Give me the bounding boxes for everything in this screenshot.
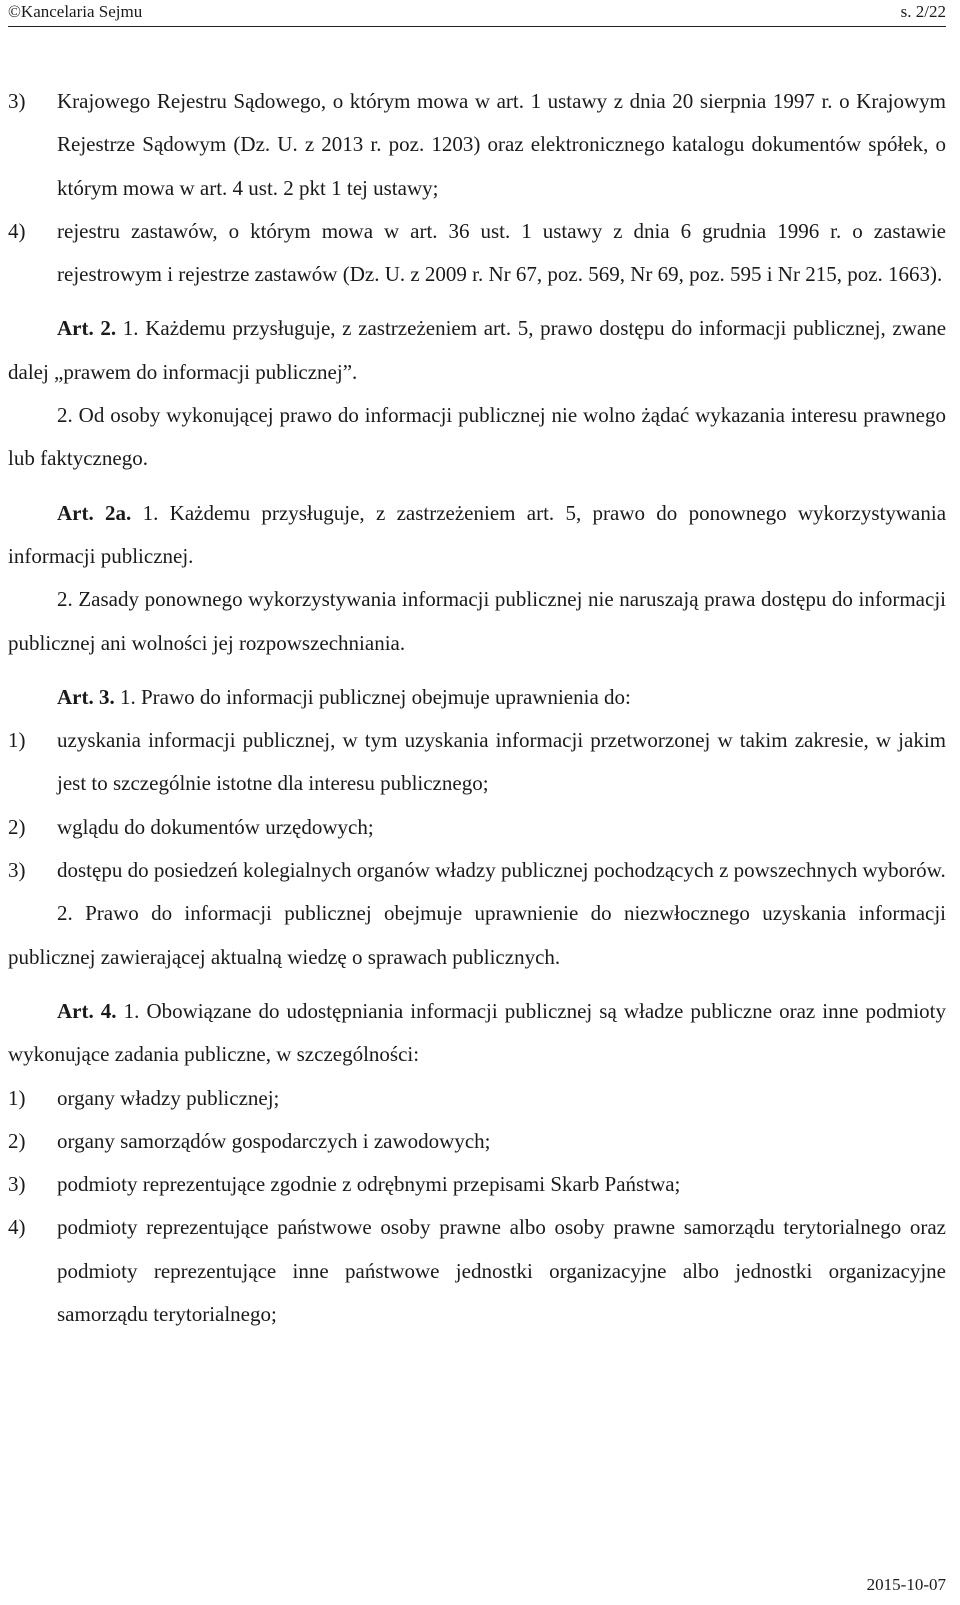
paragraph-text: Każdemu przysługuje, z zastrzeżeniem art. 5, prawo do ponownego wykorzystywania informacji publicznej. (8, 500, 947, 568)
item-text: wglądu do dokumentów urzędowych; (57, 814, 374, 839)
article-label: Art. 3. (57, 684, 115, 709)
item-number: 1) (8, 1085, 26, 1110)
list-item (8, 1206, 946, 1336)
article-3-paragraph-2 (8, 892, 946, 979)
item-text: dostępu do posiedzeń kolegialnych organów władzy publicznej pochodzących z powszechnych wyborów. (57, 858, 946, 883)
paragraph-text: Każdemu przysługuje, z zastrzeżeniem art. 5, prawo dostępu do informacji publicznej, zwane dalej „prawem do informacji publicznej”. (8, 316, 947, 384)
item-number: 3) (8, 858, 26, 883)
paragraph-text: Obowiązane do udostępniania informacji publicznej są władze publiczne oraz inne podmioty wykonujące zadania publiczne, w szczególności: (8, 998, 947, 1067)
list-item (8, 80, 946, 210)
paragraph-text: Od osoby wykonującej prawo do informacji publicznej nie wolno żądać wykazania interesu prawnego lub faktycznego. (8, 403, 947, 471)
item-number: 4) (8, 1215, 26, 1240)
item-number: 3) (8, 89, 26, 113)
item-number: 2) (8, 1128, 26, 1153)
list-item (8, 719, 946, 806)
item-number: 4) (8, 218, 26, 243)
article-label: Art. 4. (57, 998, 117, 1023)
item-text: Krajowego Rejestru Sądowego, o którym mowa w art. 1 ustawy z dnia 20 sierpnia 1997 r. o Krajowym Rejestrze Sądowym (Dz. U. z 2013 r. poz. 1203) oraz elektronicznego katalogu dokumentów spółek, o którym mowa w art. 4 ust. 2 pkt 1 tej ustawy; (57, 89, 946, 200)
list-item (8, 1163, 946, 1206)
list-item (8, 806, 946, 849)
page-number: s. 2/22 (900, 2, 946, 21)
article-4-paragraph-1 (8, 990, 946, 1077)
article-2-paragraph-2 (8, 394, 946, 481)
paragraph-number: 2. (57, 403, 73, 428)
paragraph-number: 1. (142, 500, 159, 525)
page-header (8, 0, 946, 27)
article-label: Art. 2. (57, 316, 117, 341)
paragraph-number: 2. (57, 587, 73, 612)
article-2-paragraph-1 (8, 307, 946, 394)
list-item (8, 210, 946, 297)
paragraph-number: 2. (57, 901, 73, 926)
article-2a-paragraph-1 (8, 492, 946, 579)
item-text: organy samorządów gospodarczych i zawodowych; (57, 1128, 491, 1153)
item-text: rejestru zastawów, o którym mowa w art. 36 ust. 1 ustawy z dnia 6 grudnia 1996 r. o zastawie rejestrowym i rejestrze zastawów (Dz. U. z 2009 r. Nr 67, poz. 569, Nr 69, poz. 595 i Nr 215, poz. 1663). (57, 218, 946, 287)
item-number: 2) (8, 814, 26, 839)
paragraph-number: 1. (119, 684, 136, 709)
list-item (8, 1077, 946, 1120)
article-label: Art. 2a. (57, 500, 132, 525)
item-text: podmioty reprezentujące państwowe osoby prawne albo osoby prawne samorządu terytorialnego oraz podmioty reprezentujące inne państwowe jednostki organizacyjne albo jednostki organizacyjne samorządu terytorialnego; (57, 1215, 946, 1327)
footer-date: 2015-10-07 (866, 1575, 946, 1594)
item-number: 1) (8, 728, 26, 753)
item-text: uzyskania informacji publicznej, w tym uzyskania informacji przetworzonej w takim zakresie, w jakim jest to szczególnie istotne dla interesu publicznego; (57, 728, 946, 796)
header-publisher: ©Kancelaria Sejmu (8, 2, 143, 21)
item-text: organy władzy publicznej; (57, 1085, 280, 1110)
item-number: 3) (8, 1172, 26, 1197)
article-2a-paragraph-2 (8, 578, 946, 665)
paragraph-text: Prawo do informacji publicznej obejmuje uprawnienie do niezwłocznego uzyskania informacji publicznej zawierającej aktualną wiedzę o sprawach publicznych. (8, 901, 947, 969)
paragraph-number: 1. (122, 316, 139, 341)
paragraph-text: Zasady ponownego wykorzystywania informacji publicznej nie naruszają prawa dostępu do informacji publicznej ani wolności jej rozpowszechniania. (8, 587, 946, 655)
list-item (8, 849, 946, 892)
paragraph-number: 1. (123, 998, 140, 1023)
document-body (8, 80, 946, 1336)
article-3-paragraph-1 (8, 676, 946, 719)
list-item (8, 1120, 946, 1163)
paragraph-text: Prawo do informacji publicznej obejmuje uprawnienia do: (140, 684, 631, 709)
item-text: podmioty reprezentujące zgodnie z odrębnymi przepisami Skarb Państwa; (57, 1172, 681, 1197)
